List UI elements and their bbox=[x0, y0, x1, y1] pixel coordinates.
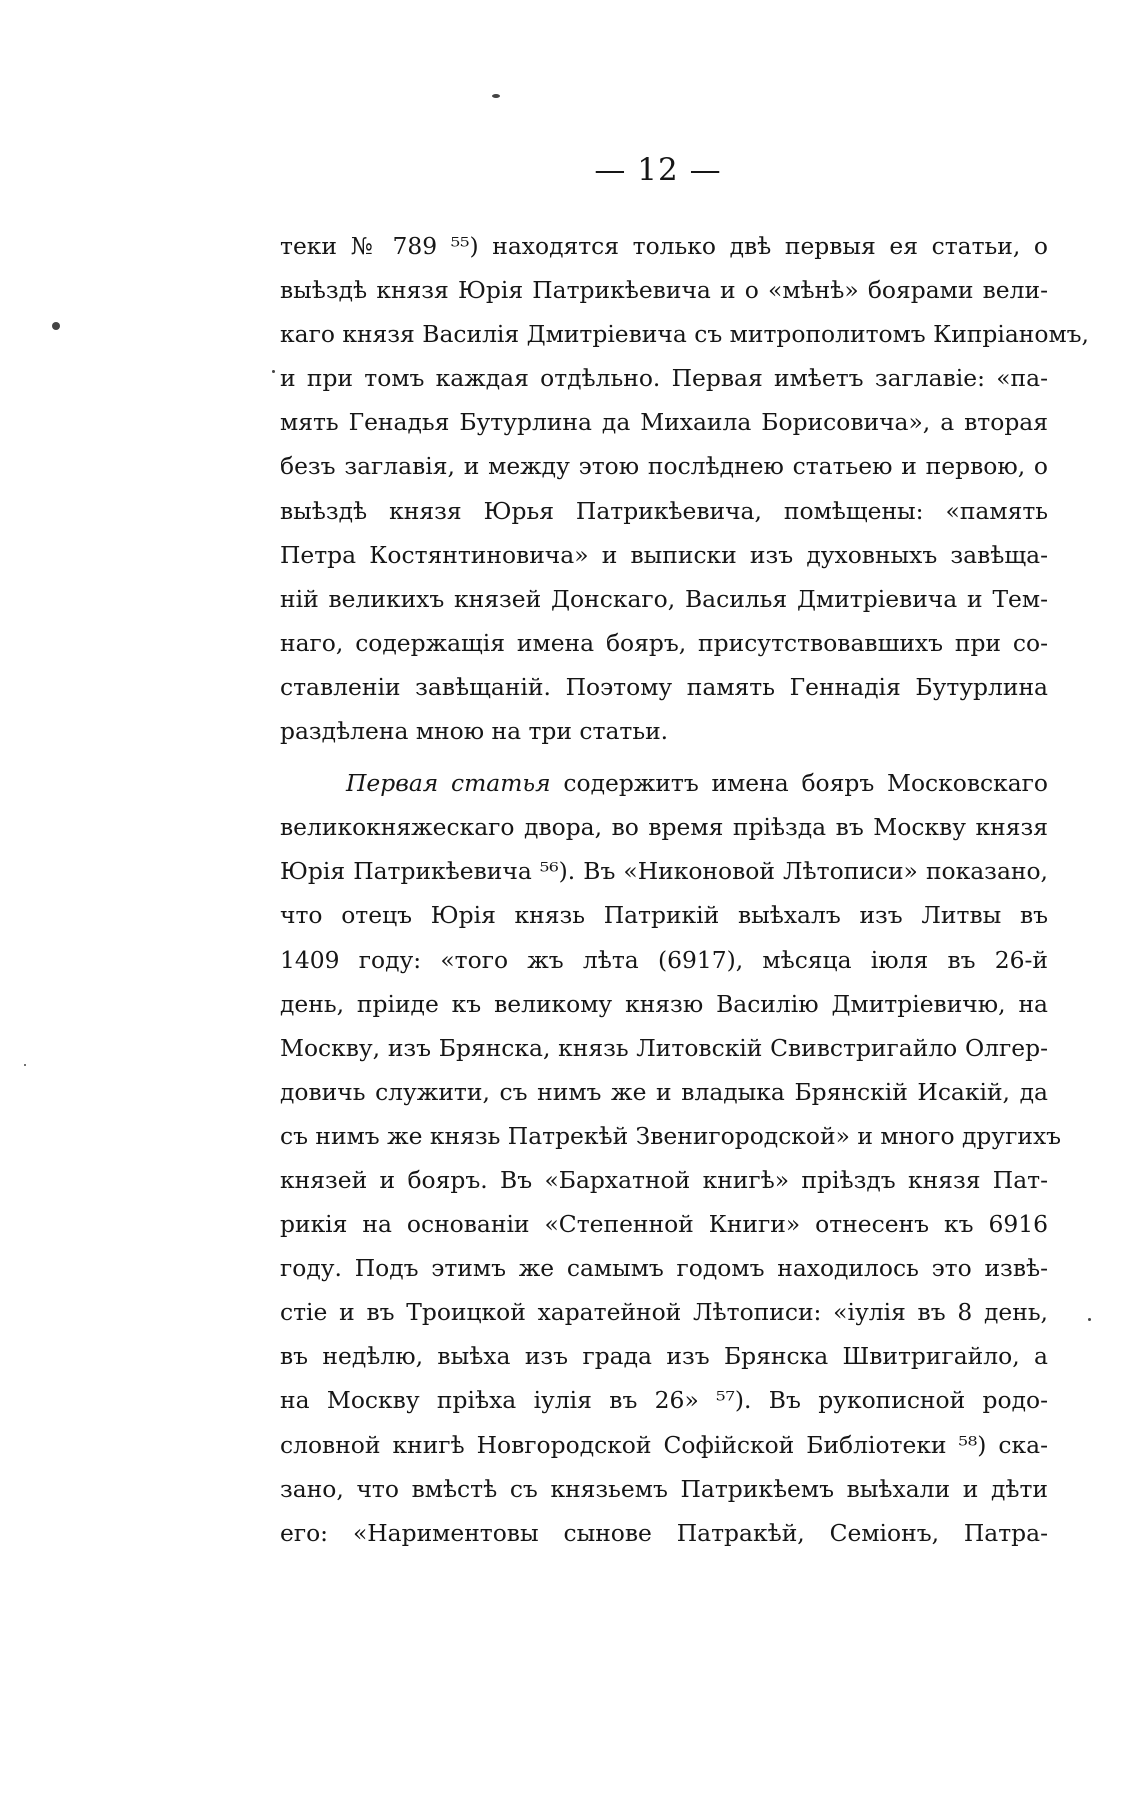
text-line: ній великихъ князей Донскаго, Василья Дмитріевича и Тем- bbox=[280, 584, 1048, 613]
text-line-rest: содержитъ имена бояръ Московскаго bbox=[550, 769, 1048, 798]
scan-speck bbox=[24, 1064, 26, 1066]
text-line: зано, что вмѣстѣ съ князьемъ Патрикѣемъ выѣхали и дѣти bbox=[280, 1474, 1048, 1503]
text-line: выѣздѣ князя Юрія Патрикѣевича и о «мѣнѣ» боярами вели- bbox=[280, 276, 1048, 305]
scan-speck bbox=[52, 322, 60, 330]
text-line: Петра Костянтиновича» и выписки изъ духовныхъ завѣща- bbox=[280, 540, 1048, 569]
text-line: каго князя Василія Дмитріевича съ митрополитомъ Кипріаномъ, bbox=[280, 320, 1089, 349]
italic-heading: Первая статья bbox=[346, 769, 551, 798]
text-line: 1409 году: «того жъ лѣта (6917), мѣсяца іюля въ 26-й bbox=[280, 945, 1048, 974]
text-line: теки № 789 ⁵⁵) находятся только двѣ первыя ея статьи, о bbox=[280, 232, 1048, 260]
text-line: выѣздѣ князя Юрья Патрикѣевича, помѣщены: «память bbox=[280, 496, 1048, 525]
scan-speck bbox=[1088, 1318, 1091, 1321]
text-line: раздѣлена мною на три статьи. bbox=[280, 717, 669, 746]
text-line: на Москву пріѣха іулія въ 26» ⁵⁷). Въ рукописной родо- bbox=[280, 1386, 1048, 1415]
text-line: Москву, изъ Брянска, князь Литовскій Свивстригайло Олгер- bbox=[280, 1033, 1048, 1062]
text-line: безъ заглавія, и между этою послѣднею статьею и первою, о bbox=[280, 452, 1048, 481]
text-line: мять Генадья Бутурлина да Михаила Борисовича», а вторая bbox=[280, 408, 1048, 437]
text-line: съ нимъ же князь Патрекѣй Звенигородской» и много другихъ bbox=[280, 1121, 1062, 1150]
text-line: году. Подъ этимъ же самымъ годомъ находилось это извѣ- bbox=[280, 1254, 1048, 1283]
text-line: стіе и въ Троицкой харатейной Лѣтописи: «іулія въ 8 день, bbox=[280, 1298, 1048, 1327]
text-line: что отецъ Юрія князь Патрикій выѣхалъ изъ Литвы въ bbox=[280, 901, 1048, 930]
page-number: — 12 — bbox=[594, 152, 722, 188]
text-line: Юрія Патрикѣевича ⁵⁶). Въ «Никоновой Лѣтописи» показано, bbox=[280, 857, 1048, 886]
text-line: день, пріиде къ великому князю Василію Дмитріевичю, на bbox=[280, 989, 1048, 1018]
scan-speck bbox=[272, 370, 275, 373]
scan-speck bbox=[492, 94, 500, 98]
text-line-paragraph-start bbox=[280, 761, 1048, 805]
text-line: довичь служити, съ нимъ же и владыка Брянскій Исакій, да bbox=[280, 1077, 1048, 1106]
body-text bbox=[280, 224, 1089, 1555]
text-line: наго, содержащія имена бояръ, присутствовавшихъ при со- bbox=[280, 628, 1048, 657]
text-line: словной книгѣ Новгородской Софійской Библіотеки ⁵⁸) ска- bbox=[280, 1430, 1048, 1459]
text-line: ставленіи завѣщаній. Поэтому память Геннадія Бутурлина bbox=[280, 672, 1048, 701]
text-line: и при томъ каждая отдѣльно. Первая имѣетъ заглавіе: «па- bbox=[280, 364, 1048, 393]
text-line: великокняжескаго двора, во время пріѣзда въ Москву князя bbox=[280, 813, 1048, 842]
text-line: рикія на основаніи «Степенной Книги» отнесенъ къ 6916 bbox=[280, 1210, 1048, 1239]
text-line: его: «Нариментовы сынове Патракѣй, Семіонъ, Патра- bbox=[280, 1518, 1048, 1547]
text-line: князей и бояръ. Въ «Бархатной книгѣ» пріѣздъ князя Пат- bbox=[280, 1165, 1048, 1194]
text-line: въ недѣлю, выѣха изъ града изъ Брянска Швитригайло, а bbox=[280, 1342, 1048, 1371]
